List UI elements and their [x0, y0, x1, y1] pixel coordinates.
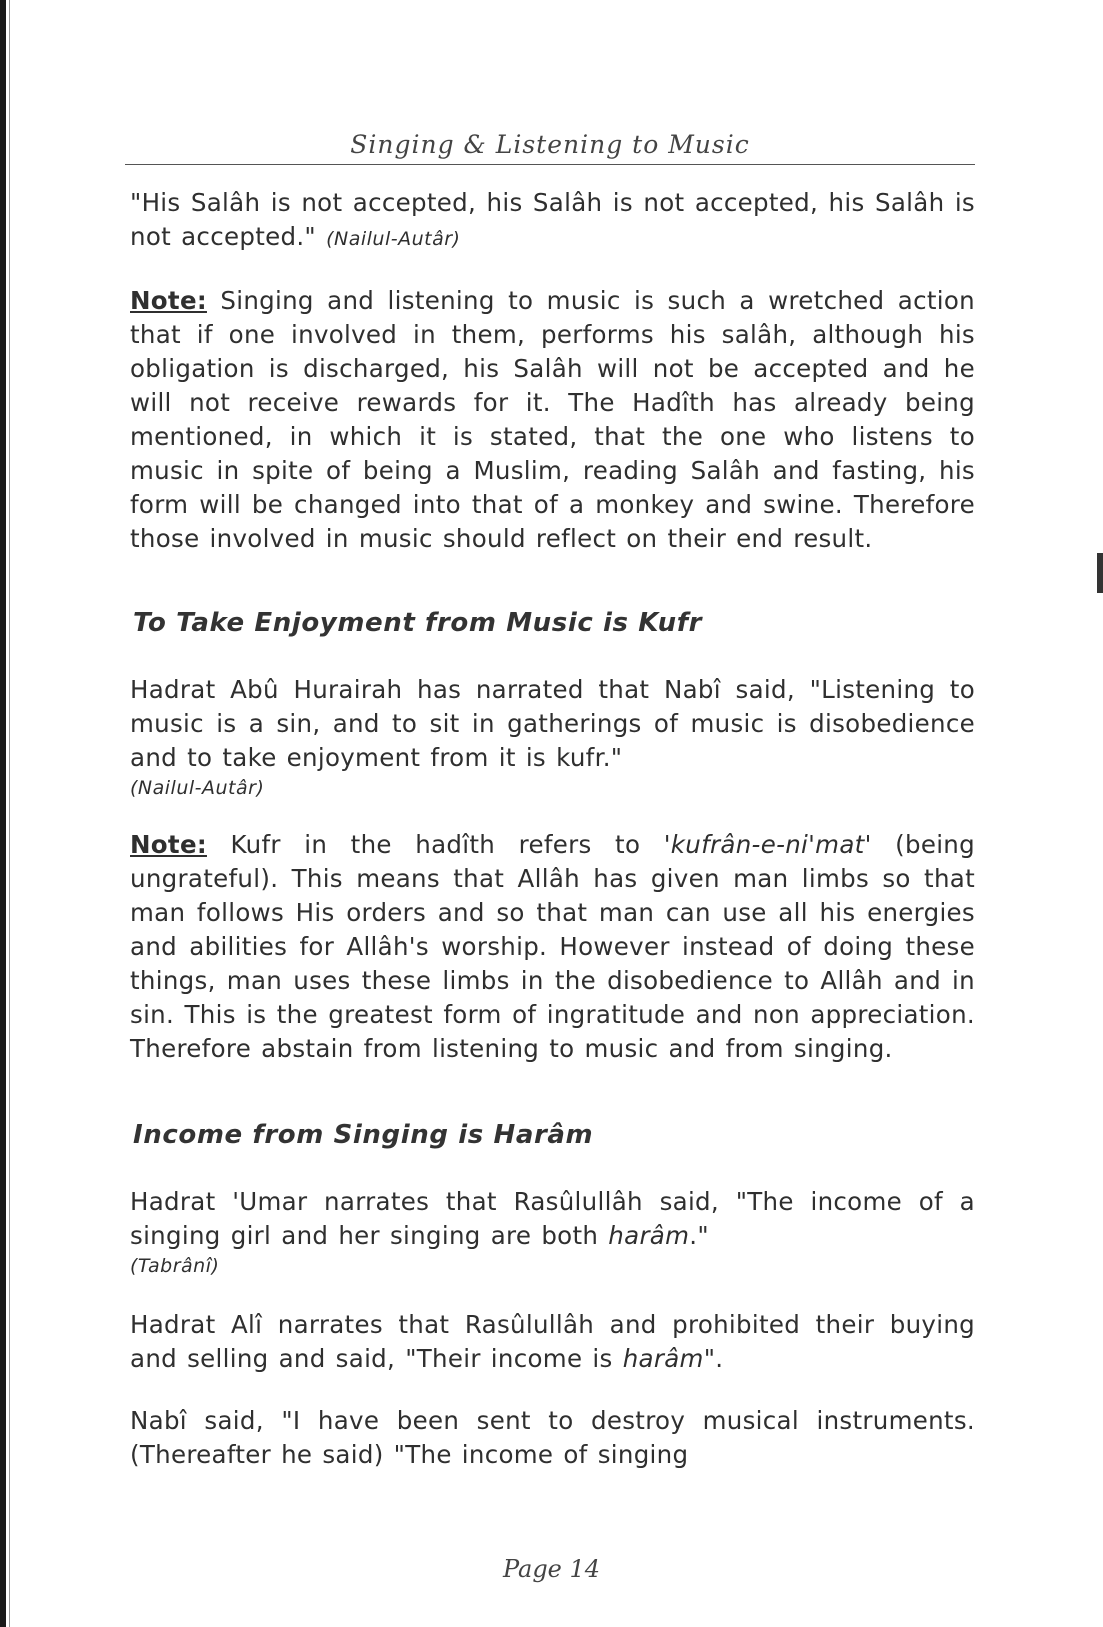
reference-citation: (Nailul-Autâr) [130, 777, 265, 799]
note-italic-term: 'kufrân-e-ni'mat' [663, 830, 872, 859]
paragraph-umar [130, 1185, 975, 1279]
note-text-end: (being ungrateful). This means that Allâh has given man limbs so that man follows His orders and so that man can use all his energies and abilities for Allâh's worship. However instead of doing these things, man uses these limbs in the disobedience to Allâh and in sin. This is the greatest form of ingratitude and non appreciation. Therefore abstain from listening to music and from singing. [130, 830, 975, 1063]
book-spine-edge [0, 0, 6, 1627]
paragraph-text: Hadrat Abû Hurairah has narrated that Nabî said, "Listening to music is a sin, and to sit in gatherings of music is disobedience and to take enjoyment from it is kufr." [130, 675, 975, 772]
italic-term: harâm [622, 1344, 704, 1373]
paragraph-text-start: Hadrat Alî narrates that Rasûlullâh and prohibited their buying and selling and said, "Their income is [130, 1310, 975, 1373]
note-text-start: Kufr in the hadîth refers to [230, 830, 664, 859]
section-heading-kufr: To Take Enjoyment from Music is Kufr [133, 608, 703, 638]
note-text: Singing and listening to music is such a wretched action that if one involved in them, performs his salâh, although his obligation is discharged, his Salâh will not be accepted and he will not receive rewards for it. The Hadîth has already being mentioned, in which it is stated, that the one who listens to music in spite of being a Muslim, reading Salâh and fasting, his form will be changed into that of a monkey and swine. Therefore those involved in music should reflect on their end result. [130, 286, 975, 553]
paragraph-salah-not-accepted [130, 186, 975, 256]
reference-citation: (Tabrânî) [130, 1255, 220, 1277]
paragraph-text-end: ". [703, 1344, 724, 1373]
paragraph-ali [130, 1308, 975, 1376]
section-heading-income: Income from Singing is Harâm [133, 1120, 594, 1150]
paragraph-abu-hurairah [130, 673, 975, 801]
note-paragraph-2 [130, 828, 975, 1066]
note-label: Note: [130, 830, 207, 859]
note-label: Note: [130, 286, 207, 315]
italic-term: harâm [608, 1221, 690, 1250]
paragraph-musical-instruments [130, 1404, 975, 1472]
scan-edge-mark [1097, 553, 1103, 593]
book-spine-shadow [9, 0, 10, 1627]
page-number: Page 14 [502, 1555, 601, 1583]
note-paragraph-1 [130, 284, 975, 556]
paragraph-text-end: ." [689, 1221, 709, 1250]
paragraph-text: Nabî said, "I have been sent to destroy musical instruments. (Thereafter he said) "The income of singing [130, 1406, 975, 1469]
running-header [125, 130, 975, 165]
running-header-title: Singing & Listening to Music [350, 130, 750, 159]
paragraph-text: "His Salâh is not accepted, his Salâh is not accepted, his Salâh is not accepted." [130, 188, 975, 251]
reference-citation: (Nailul-Autâr) [326, 228, 461, 250]
paragraph-text-start: Hadrat 'Umar narrates that Rasûlullâh said, "The income of a singing girl and her singing are both [130, 1187, 975, 1250]
